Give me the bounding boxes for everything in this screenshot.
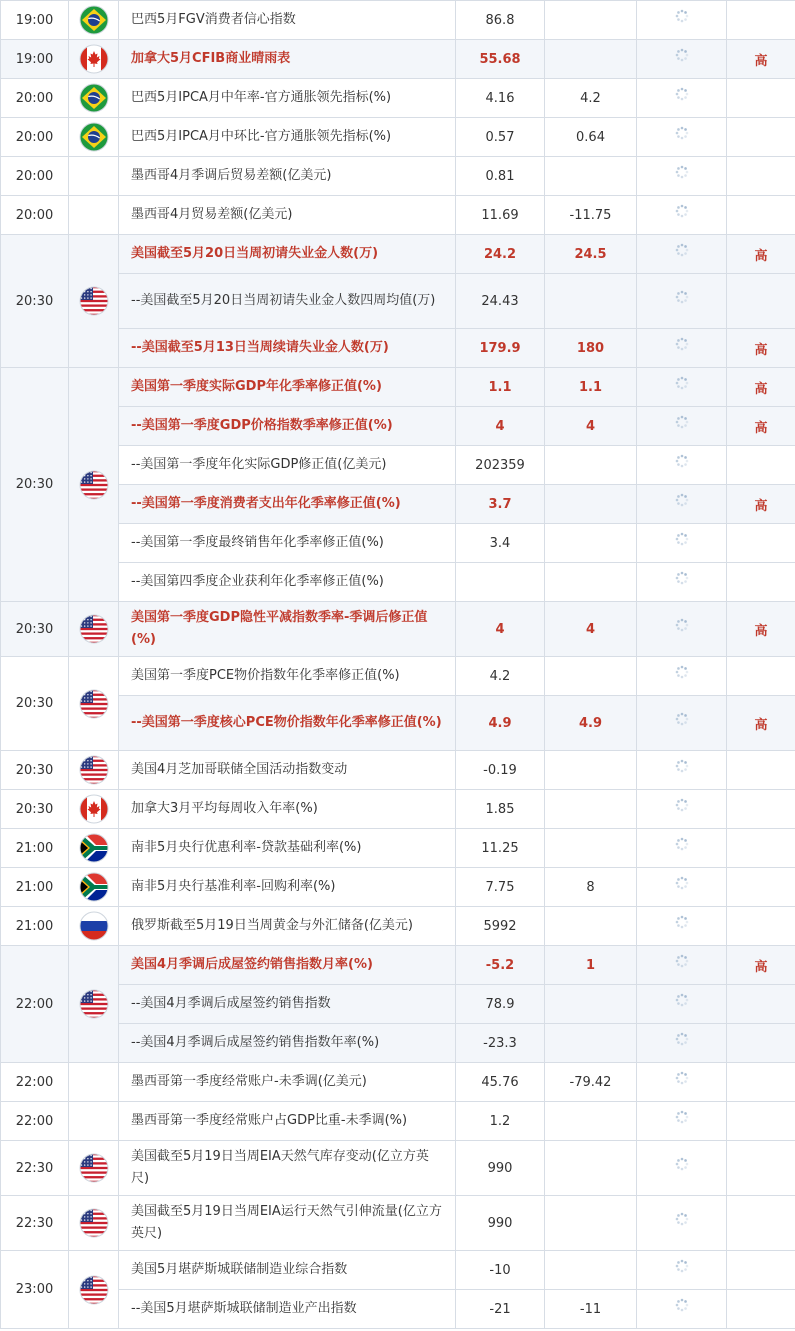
loading-spinner-icon (637, 751, 727, 790)
event-name[interactable]: 美国第一季度GDP隐性平减指数季率-季调后修正值(%) (119, 602, 456, 657)
usa-flag-icon (69, 602, 119, 657)
importance-label: 高 (727, 946, 795, 985)
importance-label (727, 1251, 795, 1290)
table-row (1, 446, 795, 485)
event-name[interactable]: 美国4月季调后成屋签约销售指数月率(%) (119, 946, 456, 985)
loading-spinner-icon (637, 235, 727, 274)
event-name[interactable]: --美国第一季度最终销售年化季率修正值(%) (119, 524, 456, 563)
event-name[interactable]: --美国第四季度企业获利年化季率修正值(%) (119, 563, 456, 602)
previous-value: 4 (456, 602, 545, 657)
table-row (1, 985, 795, 1024)
table-row (1, 868, 795, 907)
forecast-value (545, 1141, 637, 1196)
previous-value: 4.9 (456, 696, 545, 751)
forecast-value: 24.5 (545, 235, 637, 274)
table-row (1, 602, 795, 657)
previous-value: 3.7 (456, 485, 545, 524)
forecast-value (545, 563, 637, 602)
event-time: 20:30 (1, 657, 69, 751)
forecast-value: -11 (545, 1290, 637, 1329)
previous-value: 4.2 (456, 657, 545, 696)
forecast-value (545, 790, 637, 829)
table-row (1, 907, 795, 946)
forecast-value (545, 657, 637, 696)
previous-value: 55.68 (456, 40, 545, 79)
previous-value: 202359 (456, 446, 545, 485)
loading-spinner-icon (637, 118, 727, 157)
event-name[interactable]: 美国4月芝加哥联储全国活动指数变动 (119, 751, 456, 790)
importance-label (727, 985, 795, 1024)
table-row (1, 946, 795, 985)
forecast-value (545, 1251, 637, 1290)
table-row (1, 563, 795, 602)
forecast-value: 1 (545, 946, 637, 985)
table-row (1, 696, 795, 751)
event-name[interactable]: 墨西哥4月贸易差额(亿美元) (119, 196, 456, 235)
forecast-value (545, 485, 637, 524)
event-name[interactable]: --美国4月季调后成屋签约销售指数年率(%) (119, 1024, 456, 1063)
event-time: 21:00 (1, 868, 69, 907)
table-row (1, 329, 795, 368)
table-row (1, 196, 795, 235)
table-row (1, 790, 795, 829)
forecast-value (545, 985, 637, 1024)
previous-value: 0.57 (456, 118, 545, 157)
loading-spinner-icon (637, 946, 727, 985)
event-time: 20:00 (1, 157, 69, 196)
loading-spinner-icon (637, 790, 727, 829)
importance-label (727, 563, 795, 602)
previous-value: 24.43 (456, 274, 545, 329)
event-name[interactable]: --美国5月堪萨斯城联储制造业产出指数 (119, 1290, 456, 1329)
loading-spinner-icon (637, 524, 727, 563)
previous-value: 4.16 (456, 79, 545, 118)
event-name[interactable]: 巴西5月FGV消费者信心指数 (119, 1, 456, 40)
event-time: 21:00 (1, 829, 69, 868)
importance-label (727, 79, 795, 118)
event-time: 20:30 (1, 368, 69, 602)
event-time: 19:00 (1, 1, 69, 40)
event-name[interactable]: --美国第一季度GDP价格指数季率修正值(%) (119, 407, 456, 446)
table-row (1, 274, 795, 329)
loading-spinner-icon (637, 485, 727, 524)
event-time: 20:30 (1, 235, 69, 368)
loading-spinner-icon (637, 329, 727, 368)
table-row (1, 657, 795, 696)
importance-label (727, 1196, 795, 1251)
loading-spinner-icon (637, 1102, 727, 1141)
importance-label (727, 907, 795, 946)
forecast-value (545, 524, 637, 563)
loading-spinner-icon (637, 407, 727, 446)
forecast-value: 4 (545, 407, 637, 446)
event-time: 20:00 (1, 118, 69, 157)
loading-spinner-icon (637, 563, 727, 602)
event-name[interactable]: 巴西5月IPCA月中环比-官方通胀领先指标(%) (119, 118, 456, 157)
previous-value: 24.2 (456, 235, 545, 274)
usa-flag-icon (69, 657, 119, 751)
table-row (1, 485, 795, 524)
table-row (1, 1063, 795, 1102)
table-row (1, 40, 795, 79)
table-row (1, 1196, 795, 1251)
previous-value: 7.75 (456, 868, 545, 907)
table-row (1, 157, 795, 196)
usa-flag-icon (69, 1196, 119, 1251)
previous-value: -21 (456, 1290, 545, 1329)
forecast-value (545, 157, 637, 196)
event-time: 23:00 (1, 1251, 69, 1329)
importance-label: 高 (727, 368, 795, 407)
table-row (1, 79, 795, 118)
previous-value: -5.2 (456, 946, 545, 985)
loading-spinner-icon (637, 829, 727, 868)
previous-value: 179.9 (456, 329, 545, 368)
event-time: 22:00 (1, 946, 69, 1063)
loading-spinner-icon (637, 157, 727, 196)
previous-value: 1.1 (456, 368, 545, 407)
previous-value: 45.76 (456, 1063, 545, 1102)
event-time: 22:00 (1, 1102, 69, 1141)
importance-label: 高 (727, 329, 795, 368)
event-time: 22:00 (1, 1063, 69, 1102)
importance-label (727, 868, 795, 907)
event-name[interactable]: 美国截至5月19日当周EIA运行天然气引伸流量(亿立方英尺) (119, 1196, 456, 1251)
forecast-value: 8 (545, 868, 637, 907)
loading-spinner-icon (637, 1024, 727, 1063)
event-name[interactable]: --美国第一季度消费者支出年化季率修正值(%) (119, 485, 456, 524)
loading-spinner-icon (637, 1196, 727, 1251)
importance-label (727, 657, 795, 696)
importance-label: 高 (727, 235, 795, 274)
usa-flag-icon (69, 235, 119, 368)
previous-value: -0.19 (456, 751, 545, 790)
loading-spinner-icon (637, 196, 727, 235)
south-africa-flag-icon (69, 829, 119, 868)
canada-flag-icon (69, 790, 119, 829)
event-time: 20:30 (1, 751, 69, 790)
usa-flag-icon (69, 751, 119, 790)
forecast-value: -11.75 (545, 196, 637, 235)
loading-spinner-icon (637, 1251, 727, 1290)
previous-value: 3.4 (456, 524, 545, 563)
event-time: 20:30 (1, 790, 69, 829)
previous-value: 5992 (456, 907, 545, 946)
forecast-value: 180 (545, 329, 637, 368)
forecast-value (545, 1024, 637, 1063)
table-row (1, 1290, 795, 1329)
forecast-value (545, 40, 637, 79)
event-name[interactable]: --美国4月季调后成屋签约销售指数 (119, 985, 456, 1024)
importance-label (727, 524, 795, 563)
brazil-flag-icon (69, 118, 119, 157)
forecast-value: -79.42 (545, 1063, 637, 1102)
importance-label (727, 1141, 795, 1196)
forecast-value (545, 1, 637, 40)
brazil-flag-icon (69, 1, 119, 40)
country-flag-cell (69, 196, 119, 235)
event-time: 22:30 (1, 1196, 69, 1251)
event-time: 20:00 (1, 79, 69, 118)
event-name[interactable]: 南非5月央行基准利率-回购利率(%) (119, 868, 456, 907)
table-row (1, 524, 795, 563)
forecast-value: 4.2 (545, 79, 637, 118)
importance-label: 高 (727, 696, 795, 751)
event-name[interactable]: 俄罗斯截至5月19日当周黄金与外汇储备(亿美元) (119, 907, 456, 946)
loading-spinner-icon (637, 1290, 727, 1329)
loading-spinner-icon (637, 985, 727, 1024)
event-time: 19:00 (1, 40, 69, 79)
previous-value: -23.3 (456, 1024, 545, 1063)
previous-value: 11.25 (456, 829, 545, 868)
usa-flag-icon (69, 1141, 119, 1196)
previous-value: 990 (456, 1141, 545, 1196)
importance-label (727, 157, 795, 196)
usa-flag-icon (69, 946, 119, 1063)
previous-value (456, 563, 545, 602)
event-name[interactable]: --美国第一季度年化实际GDP修正值(亿美元) (119, 446, 456, 485)
loading-spinner-icon (637, 868, 727, 907)
previous-value: 0.81 (456, 157, 545, 196)
loading-spinner-icon (637, 79, 727, 118)
usa-flag-icon (69, 1251, 119, 1329)
event-name[interactable]: 加拿大3月平均每周收入年率(%) (119, 790, 456, 829)
importance-label (727, 196, 795, 235)
loading-spinner-icon (637, 1141, 727, 1196)
previous-value: 990 (456, 1196, 545, 1251)
forecast-value: 4.9 (545, 696, 637, 751)
forecast-value (545, 751, 637, 790)
event-name[interactable]: --美国第一季度核心PCE物价指数年化季率修正值(%) (119, 696, 456, 751)
event-name[interactable]: 南非5月央行优惠利率-贷款基础利率(%) (119, 829, 456, 868)
table-row (1, 751, 795, 790)
importance-label (727, 118, 795, 157)
russia-flag-icon (69, 907, 119, 946)
forecast-value (545, 829, 637, 868)
forecast-value: 4 (545, 602, 637, 657)
importance-label (727, 446, 795, 485)
event-time: 21:00 (1, 907, 69, 946)
importance-label (727, 1024, 795, 1063)
event-name[interactable]: 巴西5月IPCA月中年率-官方通胀领先指标(%) (119, 79, 456, 118)
forecast-value: 0.64 (545, 118, 637, 157)
event-name[interactable]: 美国截至5月20日当周初请失业金人数(万) (119, 235, 456, 274)
table-row (1, 118, 795, 157)
event-name[interactable]: 墨西哥第一季度经常账户-未季调(亿美元) (119, 1063, 456, 1102)
loading-spinner-icon (637, 1, 727, 40)
country-flag-cell (69, 1063, 119, 1102)
event-name[interactable]: 美国第一季度实际GDP年化季率修正值(%) (119, 368, 456, 407)
importance-label: 高 (727, 602, 795, 657)
previous-value: 4 (456, 407, 545, 446)
previous-value: 1.2 (456, 1102, 545, 1141)
forecast-value (545, 907, 637, 946)
forecast-value (545, 1102, 637, 1141)
south-africa-flag-icon (69, 868, 119, 907)
forecast-value (545, 274, 637, 329)
importance-label: 高 (727, 485, 795, 524)
loading-spinner-icon (637, 368, 727, 407)
previous-value: 1.85 (456, 790, 545, 829)
importance-label (727, 790, 795, 829)
importance-label (727, 1290, 795, 1329)
event-time: 20:00 (1, 196, 69, 235)
importance-label (727, 1, 795, 40)
importance-label (727, 1102, 795, 1141)
event-name[interactable]: 美国第一季度PCE物价指数年化季率修正值(%) (119, 657, 456, 696)
importance-label: 高 (727, 407, 795, 446)
loading-spinner-icon (637, 602, 727, 657)
event-name[interactable]: 美国截至5月19日当周EIA天然气库存变动(亿立方英尺) (119, 1141, 456, 1196)
usa-flag-icon (69, 368, 119, 602)
loading-spinner-icon (637, 696, 727, 751)
loading-spinner-icon (637, 657, 727, 696)
loading-spinner-icon (637, 274, 727, 329)
forecast-value (545, 446, 637, 485)
country-flag-cell (69, 1102, 119, 1141)
brazil-flag-icon (69, 79, 119, 118)
table-row (1, 235, 795, 274)
event-name[interactable]: 加拿大5月CFIB商业晴雨表 (119, 40, 456, 79)
event-time: 20:30 (1, 602, 69, 657)
loading-spinner-icon (637, 446, 727, 485)
table-row (1, 1, 795, 40)
previous-value: 11.69 (456, 196, 545, 235)
event-name[interactable]: 墨西哥第一季度经常账户占GDP比重-未季调(%) (119, 1102, 456, 1141)
table-row (1, 1102, 795, 1141)
table-row (1, 829, 795, 868)
event-name[interactable]: 美国5月堪萨斯城联储制造业综合指数 (119, 1251, 456, 1290)
table-row (1, 1251, 795, 1290)
importance-label (727, 274, 795, 329)
importance-label (727, 751, 795, 790)
event-name[interactable]: --美国截至5月13日当周续请失业金人数(万) (119, 329, 456, 368)
previous-value: 78.9 (456, 985, 545, 1024)
importance-label (727, 1063, 795, 1102)
event-name[interactable]: 墨西哥4月季调后贸易差额(亿美元) (119, 157, 456, 196)
loading-spinner-icon (637, 1063, 727, 1102)
forecast-value (545, 1196, 637, 1251)
importance-label (727, 829, 795, 868)
event-time: 22:30 (1, 1141, 69, 1196)
event-name[interactable]: --美国截至5月20日当周初请失业金人数四周均值(万) (119, 274, 456, 329)
loading-spinner-icon (637, 907, 727, 946)
forecast-value: 1.1 (545, 368, 637, 407)
importance-label: 高 (727, 40, 795, 79)
previous-value: -10 (456, 1251, 545, 1290)
canada-flag-icon (69, 40, 119, 79)
table-row (1, 1024, 795, 1063)
country-flag-cell (69, 157, 119, 196)
loading-spinner-icon (637, 40, 727, 79)
table-row (1, 368, 795, 407)
previous-value: 86.8 (456, 1, 545, 40)
table-row (1, 407, 795, 446)
table-row (1, 1141, 795, 1196)
